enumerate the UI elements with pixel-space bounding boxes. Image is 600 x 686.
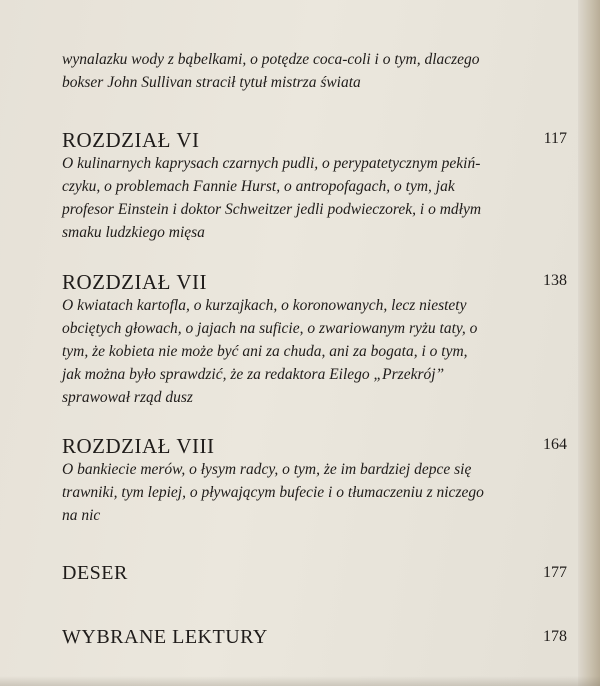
chapter-title: ROZDZIAŁ VII (62, 270, 208, 294)
section-page-number: 177 (543, 564, 567, 581)
section-page-number: 178 (543, 628, 567, 645)
page-edge (578, 0, 600, 686)
description-line: jak można było sprawdzić, że za redaktora Eilego „Przekrój” (62, 366, 445, 383)
chapter-description (62, 152, 567, 244)
chapter-7 (62, 270, 567, 409)
chapter-page-number: 138 (543, 272, 567, 289)
chapter-page-number: 117 (543, 130, 567, 147)
description-line: O bankiecie merów, o łysym radcy, o tym, że im bardziej depce się (62, 461, 472, 478)
section-deser (62, 562, 567, 592)
chapter-title: ROZDZIAŁ VI (62, 128, 200, 152)
section-wybrane-lektury (62, 626, 567, 656)
chapter-page-number: 164 (543, 436, 567, 453)
chapter-8 (62, 434, 567, 527)
section-title: WYBRANE LEKTURY (62, 626, 268, 648)
description-line: O kulinarnych kaprysach czarnych pudli, o perypatetycznym pekiń- (62, 155, 481, 172)
chapter-title: ROZDZIAŁ VIII (62, 434, 215, 458)
chapter-6 (62, 128, 567, 244)
description-line: na nic (62, 507, 101, 524)
description-line: czyku, o problemach Fannie Hurst, o antropofagach, o tym, jak (62, 178, 455, 195)
description-line: tym, że kobieta nie może być ani za chuda, ani za bogata, i o tym, (62, 343, 468, 360)
intro-line: bokser John Sullivan stracił tytuł mistrza świata (62, 74, 361, 91)
description-line: trawniki, tym lepiej, o pływającym bufecie i o tłumaczeniu z niczego (62, 484, 484, 501)
description-line: obciętych głowach, o jajach na suficie, o zwariowanym ryżu taty, o (62, 320, 478, 337)
page-shadow (0, 676, 600, 686)
description-line: profesor Einstein i doktor Schweitzer jedli podwieczorek, i o mdłym (62, 201, 482, 218)
section-title: DESER (62, 562, 128, 584)
chapter-description (62, 294, 567, 409)
intro-continuation (62, 48, 567, 94)
description-line: O kwiatach kartofla, o kurzajkach, o koronowanych, lecz niestety (62, 297, 467, 314)
intro-line: wynalazku wody z bąbelkami, o potędze coca-coli i o tym, dlaczego (62, 51, 480, 68)
chapter-description (62, 458, 567, 527)
description-line: sprawował rząd dusz (62, 389, 193, 406)
description-line: smaku ludzkiego mięsa (62, 224, 205, 241)
